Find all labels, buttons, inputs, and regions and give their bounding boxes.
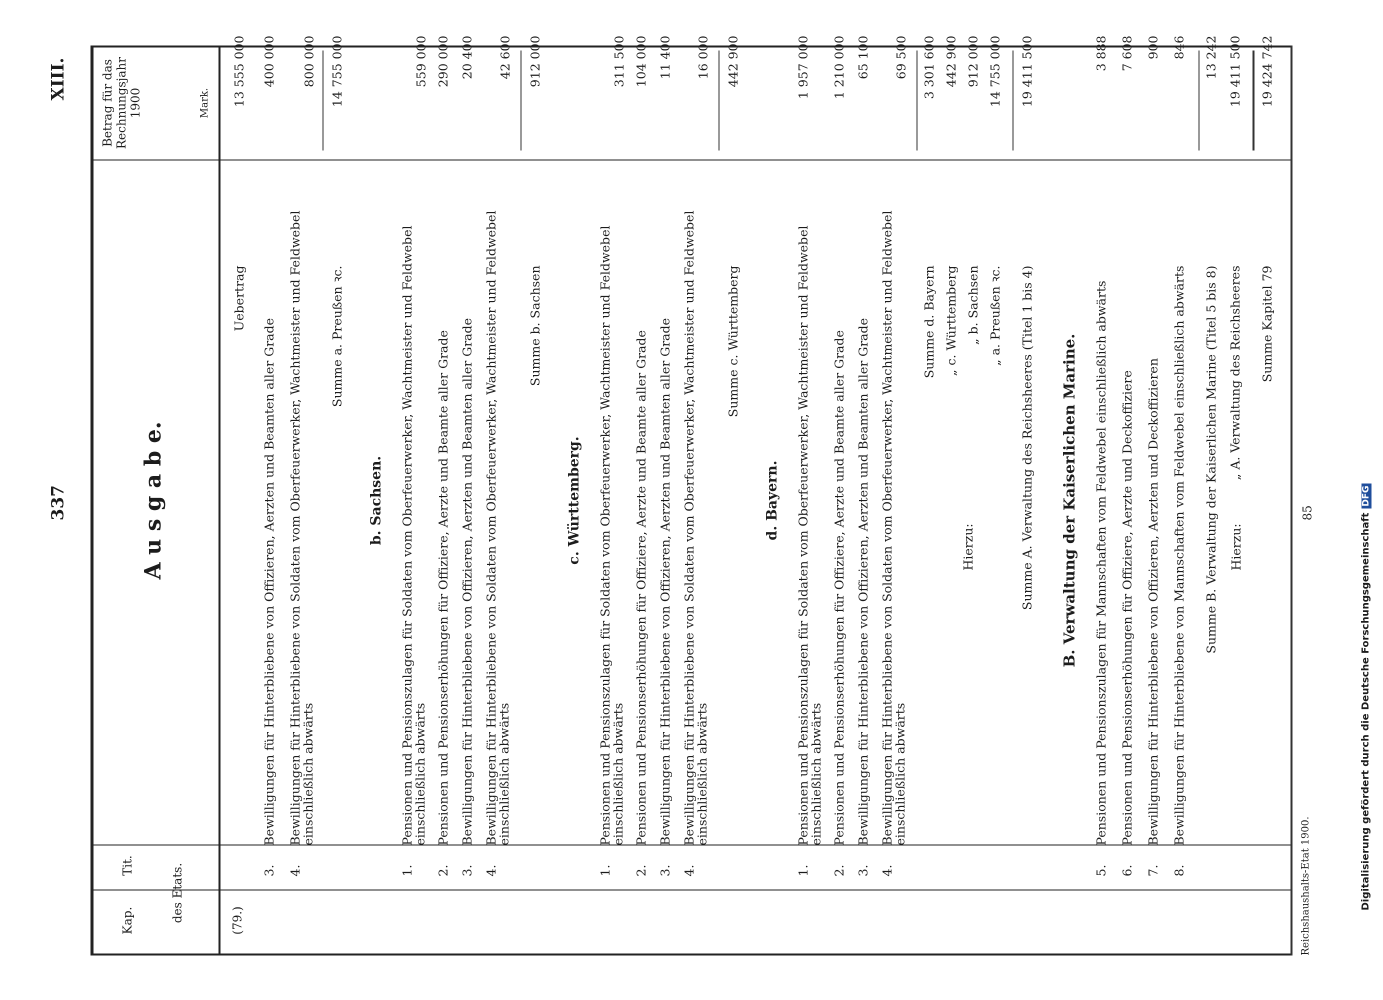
sum-rule <box>916 50 917 150</box>
table-row: Uebertrag 13 555 000 <box>231 35 246 331</box>
section-heading-marine: B. Verwaltung der Kaiserlichen Marine. <box>1060 333 1078 667</box>
sum-row: Summe B. Verwaltung der Kaiserlichen Marine (Titel 5 bis 8) 13 242 <box>1203 35 1218 654</box>
table-row: 5. Pensionen und Pensionszulagen für Mannschaften vom Feldwebel einschließlich abwärts 3 888 <box>1093 35 1108 876</box>
dfg-note: Digitalisierung gefördert durch die Deutsche ForschungsgemeinschaftDFG <box>1360 485 1371 910</box>
table-row: 2. Pensionen und Pensionserhöhungen für Offiziere, Aerzte und Beamte aller Grade 290 000 <box>435 35 450 876</box>
header-bottom-rule <box>218 45 220 955</box>
header-kap: Kap. <box>120 906 134 934</box>
header-top-rule <box>90 45 93 955</box>
section-heading-bayern: d. Bayern. <box>764 460 780 540</box>
footer-page-number: 85 <box>1300 504 1314 520</box>
kap-value: (79.) <box>230 905 244 935</box>
kap-col-rule <box>90 889 1290 890</box>
header-betrag: Betrag für das Rechnungsjahr 1900 <box>100 56 142 149</box>
dfg-logo: DFG <box>1361 485 1371 507</box>
marine-hierzu-label: Hierzu: <box>1228 522 1243 570</box>
page-title: A u s g a b e. <box>140 420 166 580</box>
sum-rule <box>520 50 521 150</box>
header-tit: Tit. <box>120 854 134 876</box>
table-row: 3. Bewilligungen für Hinterbliebene von Offizieren, Aerzten und Beamten aller Grade 20 400 <box>459 35 474 876</box>
table-row: 3. Bewilligungen für Hinterbliebene von Offizieren, Aerzten und Beamten aller Grade 11 400 <box>657 35 672 876</box>
table-row: 1. Pensionen und Pensionszulagen für Soldaten vom Oberfeuerwerker, Wachtmeister und Feldwebel einschließlich abwärts 559 000 <box>399 35 428 876</box>
header-mark: Mark. <box>199 87 210 118</box>
table-row: 4. Bewilligungen für Hinterbliebene von Soldaten vom Oberfeuerwerker, Wachtmeister und Feldwebel einschließlich abwärts 69 500 <box>879 35 908 876</box>
table-bottom-rule <box>1290 45 1292 955</box>
sum-row: Summe Kapitel 79 19 424 742 <box>1259 35 1274 382</box>
table-row: 4. Bewilligungen für Hinterbliebene von Soldaten vom Oberfeuerwerker, Wachtmeister und Feldwebel einschließlich abwärts 42 600 <box>483 35 512 876</box>
footer-left: Reichshaushalts-Etat 1900. <box>1300 815 1311 955</box>
table-row: 2. Pensionen und Pensionserhöhungen für Offiziere, Aerzte und Beamte aller Grade 104 000 <box>633 35 648 876</box>
sum-rule <box>1012 50 1013 150</box>
sum-rule <box>1198 50 1199 150</box>
hierzu-row: „ c. Württemberg 442 900 <box>943 35 958 376</box>
table-row: 1. Pensionen und Pensionszulagen für Soldaten vom Oberfeuerwerker, Wachtmeister und Feldwebel einschließlich abwärts 1 957 000 <box>795 35 823 876</box>
table-row: 7. Bewilligungen für Hinterbliebene von Offizieren, Aerzten und Deckoffizieren 900 <box>1145 35 1160 876</box>
sum-row: Summe A. Verwaltung des Reichsheeres (Titel 1 bis 4) 19 411 500 <box>1019 35 1034 610</box>
sum-row: Summe c. Württemberg 442 900 <box>725 35 740 417</box>
hierzu-row: „ A. Verwaltung des Reichsheeres 19 411 500 <box>1227 35 1242 480</box>
table-row: 3. Bewilligungen für Hinterbliebene von Offizieren, Aerzten und Beamten aller Grade 400 000 <box>261 35 276 876</box>
sum-rule <box>1252 50 1254 150</box>
left-rule <box>90 953 1290 955</box>
page-number: 337 <box>48 484 68 520</box>
table-row: 4. Bewilligungen für Hinterbliebene von Soldaten vom Oberfeuerwerker, Wachtmeister und Feldwebel einschließlich abwärts 16 000 <box>681 35 710 876</box>
table-row: 1. Pensionen und Pensionszulagen für Soldaten vom Oberfeuerwerker, Wachtmeister und Feldwebel einschließlich abwärts 311 500 <box>597 35 626 876</box>
section-heading-wuerttemberg: c. Württemberg. <box>566 435 582 565</box>
sum-rule <box>322 50 323 150</box>
table-row: 3. Bewilligungen für Hinterbliebene von Offizieren, Aerzten und Beamten aller Grade 65 100 <box>855 35 870 876</box>
hierzu-label: Hierzu: <box>960 522 975 570</box>
table-row: 6. Pensionen und Pensionserhöhungen für Offiziere, Aerzte und Deckoffiziere 7 608 <box>1119 35 1134 876</box>
header-des-etats: des Etats. <box>170 862 184 923</box>
hierzu-row: „ b. Sachsen 912 000 <box>965 35 980 345</box>
sum-row: Summe b. Sachsen 912 000 <box>527 35 542 386</box>
sum-row: Summe a. Preußen ꝛc. 14 755 000 <box>329 35 344 407</box>
sum-rule <box>718 50 719 150</box>
roman-number: XIII. <box>48 57 68 100</box>
table-row: 2. Pensionen und Pensionserhöhungen für Offiziere, Aerzte und Beamte aller Grade 1 210 000 <box>831 35 846 876</box>
hierzu-row: „ a. Preußen ꝛc. 14 755 000 <box>987 35 1002 366</box>
table-row: 8. Bewilligungen für Hinterbliebene von Mannschaften vom Feldwebel einschließlich abwärts 846 <box>1171 35 1186 876</box>
table-row: 4. Bewilligungen für Hinterbliebene von Soldaten vom Oberfeuerwerker, Wachtmeister und Feldwebel einschließlich abwärts 800 000 <box>287 35 316 876</box>
sum-row: Summe d. Bayern 3 301 600 <box>921 35 936 378</box>
section-heading-sachsen: b. Sachsen. <box>368 455 384 545</box>
